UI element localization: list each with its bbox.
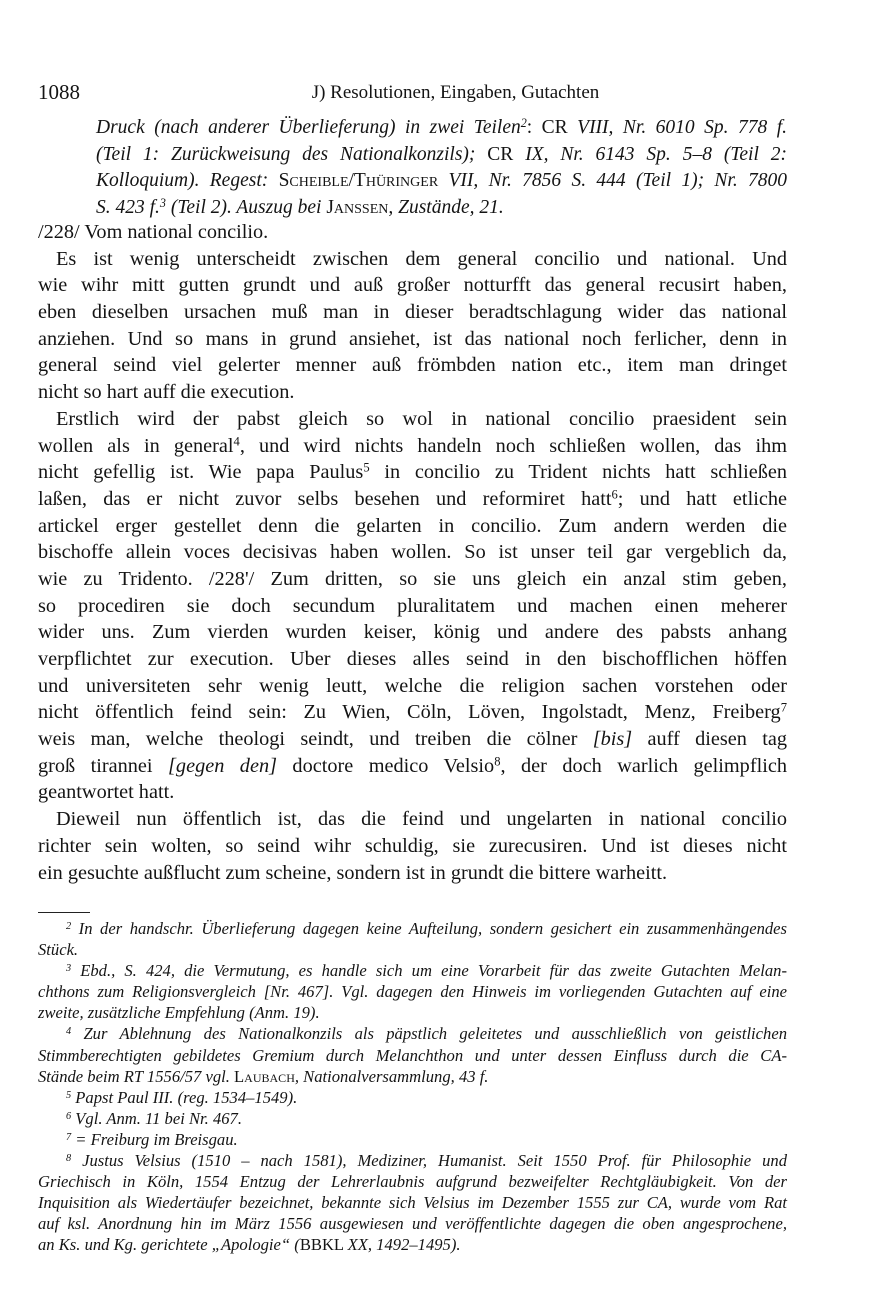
footnote-line bbox=[38, 939, 787, 960]
footnote-line bbox=[38, 981, 787, 1002]
footnote-line bbox=[38, 1002, 787, 1023]
footnote-line bbox=[38, 1108, 787, 1129]
text-segment: XX, 1492–1495). bbox=[347, 1235, 461, 1255]
text-segment: und universiteten sehr wenig leutt, welche die religion sachen vorstehen oder bbox=[38, 674, 787, 697]
text-segment: BBKL bbox=[299, 1235, 348, 1255]
text-segment: VII, Nr. 7856 S. 444 (Teil 1); Nr. 7800 bbox=[448, 170, 788, 191]
footnotes bbox=[38, 918, 787, 1256]
text-segment: Vgl. Anm. 11 bei Nr. 467. bbox=[71, 1108, 242, 1128]
text-segment: Druck (nach anderer Überlieferung) in zwei Teilen bbox=[96, 117, 521, 138]
text-segment: doctore medico Velsio bbox=[276, 754, 495, 777]
text-line bbox=[38, 833, 787, 860]
text-segment: = Freiburg im Breisgau. bbox=[71, 1129, 238, 1149]
text-line bbox=[38, 352, 787, 379]
footnote-ref: 5 bbox=[66, 1089, 72, 1101]
footnote-line bbox=[38, 1150, 787, 1171]
text-segment: Erstlich wird der pabst gleich so wol in national concilio praesident sein bbox=[56, 407, 787, 430]
source-line bbox=[96, 115, 787, 142]
text-segment: Scheible/Thüringer bbox=[278, 170, 449, 191]
text-segment: : CR bbox=[526, 117, 578, 138]
text-segment: CR bbox=[487, 143, 526, 165]
footnote-line bbox=[38, 1023, 787, 1044]
text-segment: in concilio zu Trident nichts hatt schließen bbox=[369, 461, 787, 484]
text-segment: Janssen bbox=[326, 196, 389, 218]
text-segment: geantwortet hatt. bbox=[38, 781, 175, 804]
text-line bbox=[38, 753, 787, 780]
text-segment: (Teil 1: Zurückweisung des Nationalkonzils); bbox=[96, 143, 488, 165]
text-line bbox=[38, 860, 787, 887]
text-segment: Griechisch in Köln, 1554 Entzug der Lehrerlaubnis aufgrund bezweifelter Rechtgläubigkeit. Von der bbox=[38, 1172, 787, 1192]
text-segment: general seind viel gelerter menner auß frömbden nation etc., item man dringet bbox=[38, 354, 787, 377]
text-segment: weis man, welche theologi seindt, und treiben die cölner bbox=[38, 728, 593, 751]
text-line bbox=[38, 806, 787, 833]
footnote-ref: 6 bbox=[66, 1110, 72, 1122]
text-line bbox=[38, 246, 787, 273]
text-segment: , der doch warlich gelimpflich bbox=[500, 754, 787, 777]
text-segment: wie zu Tridento. /228'/ Zum dritten, so sie uns gleich ein anzal stim geben, bbox=[38, 567, 787, 590]
source-line bbox=[96, 142, 787, 169]
footnote-ref: 3 bbox=[159, 195, 166, 210]
source-line bbox=[96, 195, 787, 222]
main-text bbox=[38, 219, 787, 886]
text-segment: groß tirannei bbox=[38, 754, 169, 777]
text-segment: S. 423 f. bbox=[96, 196, 160, 218]
text-segment: [gegen den] bbox=[168, 754, 277, 777]
text-line bbox=[38, 779, 787, 806]
footnote-line bbox=[38, 1171, 787, 1192]
text-line bbox=[38, 459, 787, 486]
text-segment: anziehen. Und so mans in grund ansiehet, ist das national noch ferlicher, denn in bbox=[38, 327, 787, 350]
source-note bbox=[96, 115, 787, 221]
text-line bbox=[38, 673, 787, 700]
footnote-ref: 4 bbox=[233, 434, 240, 449]
footnote-line bbox=[38, 1087, 787, 1108]
text-segment: wider uns. Zum vierden wurden keiser, könig und andere des pabsts anhang bbox=[38, 621, 787, 644]
text-line bbox=[38, 433, 787, 460]
text-segment: chthons zum Religionsvergleich [Nr. 467]. Vgl. dagegen den Hinweis im vorliegenden Gutachten auf eine bbox=[38, 982, 787, 1002]
footnote-ref: 3 bbox=[66, 963, 72, 975]
text-line bbox=[38, 406, 787, 433]
text-segment: ein gesuchte außflucht zum scheine, sondern ist in grundt die bittere warheitt. bbox=[38, 861, 668, 884]
footnote-line bbox=[38, 918, 787, 939]
footnote-line bbox=[38, 1234, 787, 1255]
text-line bbox=[38, 326, 787, 353]
text-segment: Ebd., S. 424, die Vermutung, es handle sich um eine Vorarbeit für das zweite Gutachten Melan- bbox=[71, 961, 787, 981]
text-segment: Kolloquium). Regest: bbox=[96, 170, 279, 191]
text-segment: auff diesen tag bbox=[632, 728, 788, 751]
text-segment: nicht öffentlich feind sein: Zu Wien, Cöln, Löven, Ingolstadt, Menz, Freiberg bbox=[38, 701, 781, 724]
text-segment: Stück. bbox=[38, 940, 79, 960]
footnote-ref: 2 bbox=[66, 920, 72, 932]
text-segment: artickel erger gestellet denn die gelarten in concilio. Zum andern werden die bbox=[38, 514, 787, 537]
text-segment: IX, Nr. 6143 Sp. 5–8 (Teil 2: bbox=[525, 143, 787, 165]
text-segment: In der handschr. Überlieferung dagegen keine Aufteilung, sondern gesichert ein zusammenhängendes bbox=[71, 919, 787, 938]
footnote-ref: 4 bbox=[66, 1026, 72, 1038]
footnote-line bbox=[38, 960, 787, 981]
text-segment: wollen als in general bbox=[38, 434, 234, 457]
text-segment: Inquisition als Wiedertäufer bezeichnet, bekannte sich Velsius im Dezember 1555 zur CA, wurde vom Rat bbox=[38, 1193, 787, 1213]
text-segment: an Ks. und Kg. gerichtete „Apologie“ ( bbox=[38, 1235, 300, 1255]
text-segment: , und wird nichts handeln noch schließen wollen, das ihm bbox=[239, 434, 787, 457]
text-segment: Justus Velsius (1510 – nach 1581), Mediziner, Humanist. Seit 1550 Prof. für Philosophie und bbox=[71, 1151, 787, 1171]
footnote-line bbox=[38, 1129, 787, 1150]
text-segment: bischoffe allein voces decisivas haben wollen. So ist unser teil gar vergeblich da, bbox=[38, 541, 787, 564]
running-head: J) Resolutionen, Eingaben, Gutachten bbox=[311, 82, 600, 103]
footnote-line bbox=[38, 1066, 787, 1087]
text-segment: nicht so hart auff die execution. bbox=[38, 381, 295, 404]
footnote-divider bbox=[38, 912, 90, 913]
text-line bbox=[38, 219, 787, 246]
text-segment: eben dieselben ursachen muß man in dieser beradtschlagung wider das national bbox=[38, 301, 787, 324]
text-line bbox=[38, 699, 787, 726]
text-segment: VIII, Nr. 6010 Sp. 778 f. bbox=[577, 117, 787, 138]
text-segment: Papst Paul III. (reg. 1534–1549). bbox=[71, 1087, 298, 1107]
text-segment: [bis] bbox=[592, 728, 633, 751]
source-line bbox=[96, 168, 787, 195]
text-segment: , Nationalversammlung, 43 f. bbox=[294, 1066, 489, 1086]
text-line bbox=[38, 513, 787, 540]
text-segment: so procediren sie doch secundum pluralitatem und machen einen meherer bbox=[38, 594, 787, 617]
text-line bbox=[38, 566, 787, 593]
text-line bbox=[38, 299, 787, 326]
text-segment: Stimmberechtigten gebildetes Gremium durch Melanchthon und unter dessen Einfluss durch die CA- bbox=[38, 1045, 787, 1065]
text-segment: Stände beim RT 1556/57 vgl. bbox=[38, 1066, 235, 1086]
text-line bbox=[38, 379, 787, 406]
footnote-ref: 7 bbox=[66, 1131, 72, 1143]
text-segment: wie wihr mitt gutten grundt und auß großer notturfft das general recusirt haben, bbox=[38, 274, 787, 297]
text-segment: Dieweil nun öffentlich ist, das die feind und ungelarten in national concilio bbox=[56, 808, 787, 831]
text-line bbox=[38, 272, 787, 299]
text-segment: laßen, das er nicht zuvor selbs besehen und reformiret hatt bbox=[38, 487, 612, 510]
text-segment: richter sein wolten, so seind wihr schuldig, sie zurecusiren. Und ist dieses nicht bbox=[38, 834, 787, 857]
text-line bbox=[38, 619, 787, 646]
footnote-ref: 5 bbox=[363, 460, 370, 475]
text-line bbox=[38, 646, 787, 673]
footnote-ref: 8 bbox=[66, 1152, 72, 1164]
text-segment: zweite, zusätzliche Empfehlung (Anm. 19). bbox=[38, 1003, 320, 1023]
text-segment: Zur Ablehnung des Nationalkonzils als päpstlich geleitetes und ausschließlich von geistlichen bbox=[71, 1024, 787, 1044]
text-segment: Laubach bbox=[234, 1066, 295, 1086]
page-number: 1088 bbox=[38, 80, 80, 104]
text-line bbox=[38, 539, 787, 566]
text-segment: , Zustände, 21. bbox=[388, 196, 504, 218]
footnote-ref: 7 bbox=[780, 701, 787, 716]
footnote-line bbox=[38, 1213, 787, 1234]
text-line bbox=[38, 726, 787, 753]
footnote-ref: 6 bbox=[611, 487, 618, 502]
footnote-line bbox=[38, 1045, 787, 1066]
text-segment: /228/ Vom national concilio. bbox=[38, 221, 269, 243]
text-line bbox=[38, 593, 787, 620]
text-line bbox=[38, 486, 787, 513]
text-segment: verpflichtet zur execution. Uber dieses alles seind in den bischofflichen höffen bbox=[38, 648, 787, 670]
text-segment: Es ist wenig unterscheidt zwischen dem general concilio und national. Und bbox=[56, 247, 787, 270]
text-segment: nicht gefellig ist. Wie papa Paulus bbox=[38, 461, 364, 484]
text-segment: auf ksl. Anordnung hin im März 1556 ausgewiesen und veröffentlichte dagegen die oben angesprochene, bbox=[38, 1214, 787, 1234]
text-segment: ; und hatt etliche bbox=[617, 487, 787, 510]
footnote-line bbox=[38, 1192, 787, 1213]
footnote-ref: 8 bbox=[494, 754, 501, 769]
footnote-ref: 2 bbox=[520, 115, 527, 130]
text-segment: (Teil 2). Auszug bei bbox=[165, 196, 327, 218]
